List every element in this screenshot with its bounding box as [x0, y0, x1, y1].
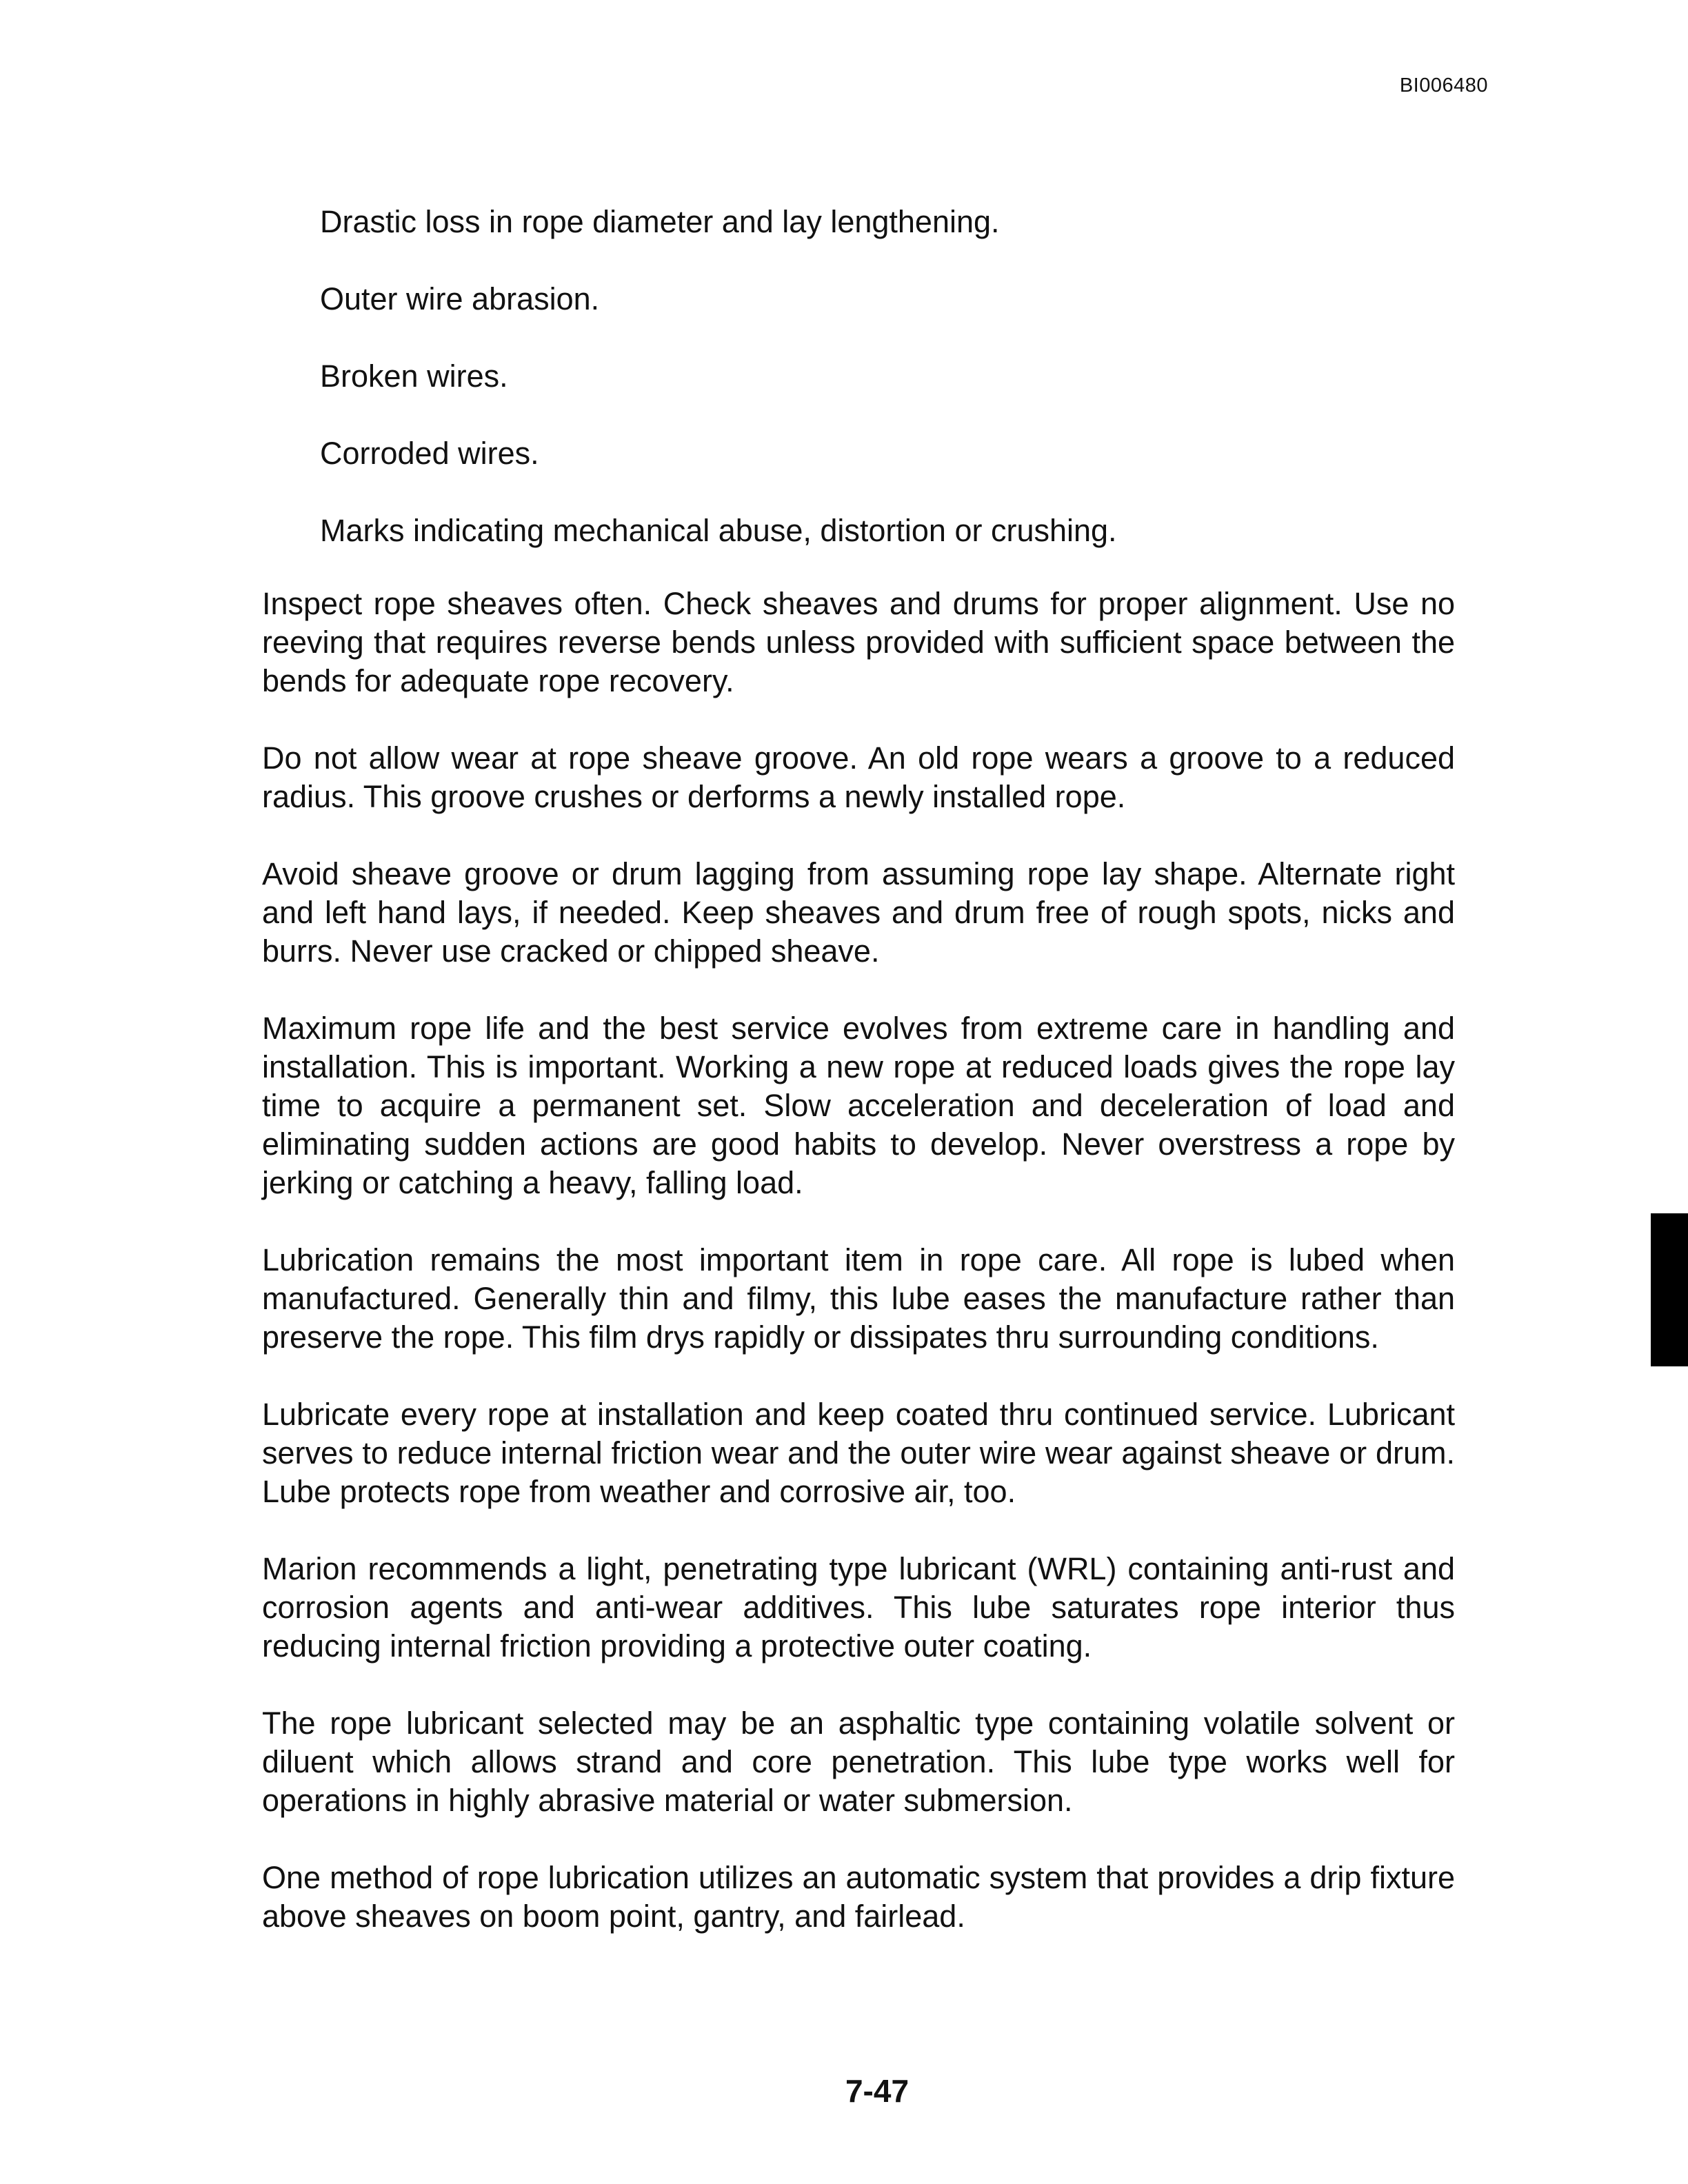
paragraph: Inspect rope sheaves often. Check sheaves and drums for proper alignment. Use no reeving that requires reverse bends unless provided with sufficient space between the bends for adequate rope recovery. [262, 586, 1455, 698]
paragraph: One method of rope lubrication utilizes an automatic system that provides a drip fixture above sheaves on boom point, gantry, and fairlead. [262, 1860, 1455, 1934]
checklist-item: Drastic loss in rope diameter and lay lengthening. [320, 204, 1000, 239]
paragraph: Maximum rope life and the best service evolves from extreme care in handling and installation. This is important. Working a new rope at reduced loads gives the rope lay time to acquire a permanent set. Slow acceleration and deceleration of load and eliminating sudden actions are good habits to develop. Never overstress a rope by jerking or catching a heavy, falling load. [262, 1011, 1455, 1200]
checklist-item: Broken wires. [320, 358, 508, 394]
paragraph: Marion recommends a light, penetrating type lubricant (WRL) containing anti-rust and corrosion agents and anti-wear additives. This lube saturates rope interior thus reducing internal friction providing a protective outer coating. [262, 1551, 1455, 1664]
checklist-item: Corroded wires. [320, 436, 539, 471]
page-number: 7-47 [845, 2073, 910, 2109]
body-text [262, 585, 1455, 1974]
section-thumb-tab [1651, 1213, 1688, 1366]
inspection-checklist [320, 203, 1492, 589]
paragraph: The rope lubricant selected may be an asphaltic type containing volatile solvent or diluent which allows strand and core penetration. This lube type works well for operations in highly abrasive material or water submersion. [262, 1706, 1455, 1818]
paragraph: Do not allow wear at rope sheave groove. An old rope wears a groove to a reduced radius. This groove crushes or derforms a newly installed rope. [262, 740, 1455, 814]
paragraph: Lubrication remains the most important item in rope care. All rope is lubed when manufactured. Generally thin and filmy, this lube eases the manufacture rather than preserve the rope. This film drys rapidly or dissipates thru surrounding conditions. [262, 1242, 1455, 1355]
paragraph: Lubricate every rope at installation and keep coated thru continued service. Lubricant serves to reduce internal friction wear and the outer wire wear against sheave or drum. Lube protects rope from weather and corrosive air, too. [262, 1397, 1455, 1509]
paragraph: Avoid sheave groove or drum lagging from assuming rope lay shape. Alternate right and left hand lays, if needed. Keep sheaves and drum free of rough spots, nicks and burrs. Never use cracked or chipped sheave. [262, 856, 1455, 969]
checklist-item: Marks indicating mechanical abuse, distortion or crushing. [320, 513, 1117, 548]
checklist-item: Outer wire abrasion. [320, 281, 600, 316]
document-id: BI006480 [1399, 74, 1488, 97]
